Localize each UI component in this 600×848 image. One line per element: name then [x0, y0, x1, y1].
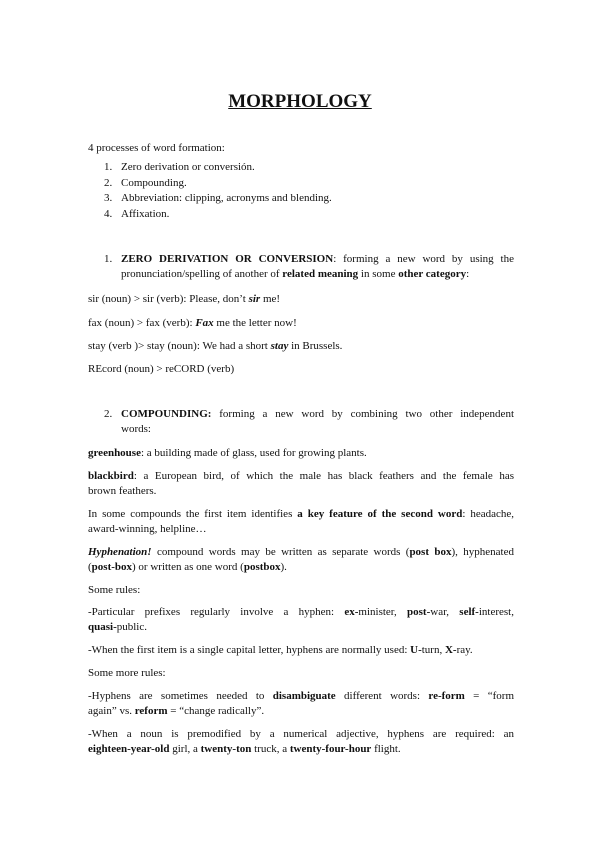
some-rules-heading: Some rules:	[88, 584, 141, 596]
rule-numerical-adjective: -When a noun is premodified by a numerical adjective, hyphens are required: an eighteen-year-old girl, a twenty-ton truck, a twenty-four-hour flight.	[88, 728, 514, 755]
list-item: 2. Compounding.	[104, 176, 187, 189]
rule-disambiguate: -Hyphens are sometimes needed to disambiguate different words: re-form = “form again” vs. reform = “change radically”.	[88, 690, 515, 717]
list-item: 1. Zero derivation or conversión.	[104, 161, 255, 173]
section-zero-derivation-heading: 1. ZERO DERIVATION OR CONVERSION: forming a new word by using the pronunciation/spelling of another of related meaning in some other category:	[104, 253, 514, 280]
intro-text: 4 processes of word formation:	[88, 142, 225, 154]
definition-blackbird: blackbird: a European bird, of which the male has black feathers and the female has brown feathers.	[88, 470, 514, 497]
zero-example-record: REcord (noun) > reCORD (verb)	[88, 363, 235, 375]
list-item: 4. Affixation.	[104, 207, 170, 220]
rule-capital-letter: -When the first item is a single capital letter, hyphens are normally used: U-turn, X-ray.	[88, 644, 473, 656]
zero-example-fax: fax (noun) > fax (verb): Fax me the letter now!	[88, 317, 297, 329]
key-feature-paragraph: In some compounds the first item identifies a key feature of the second word: headache, award-winning, helpline…	[88, 508, 515, 535]
rule-prefixes: -Particular prefixes regularly involve a hyphen: ex-minister, post-war, self-interest, quasi-public.	[88, 606, 514, 633]
page-title: MORPHOLOGY	[228, 91, 372, 112]
hyphenation-paragraph: Hyphenation! compound words may be written as separate words (post box), hyphenated (post-box) or written as one word (postbox).	[88, 546, 514, 573]
some-more-rules-heading: Some more rules:	[88, 667, 166, 679]
process-list	[104, 160, 332, 222]
zero-example-sir: sir (noun) > sir (verb): Please, don’t sir me!	[88, 293, 281, 305]
list-item: 3. Abbreviation: clipping, acronyms and blending.	[104, 192, 332, 204]
section-compounding-heading: 2. COMPOUNDING: forming a new word by combining two other independent words:	[104, 408, 514, 435]
zero-example-stay: stay (verb )> stay (noun): We had a short stay in Brussels.	[88, 340, 343, 352]
definition-greenhouse: greenhouse: a building made of glass, used for growing plants.	[88, 447, 367, 459]
